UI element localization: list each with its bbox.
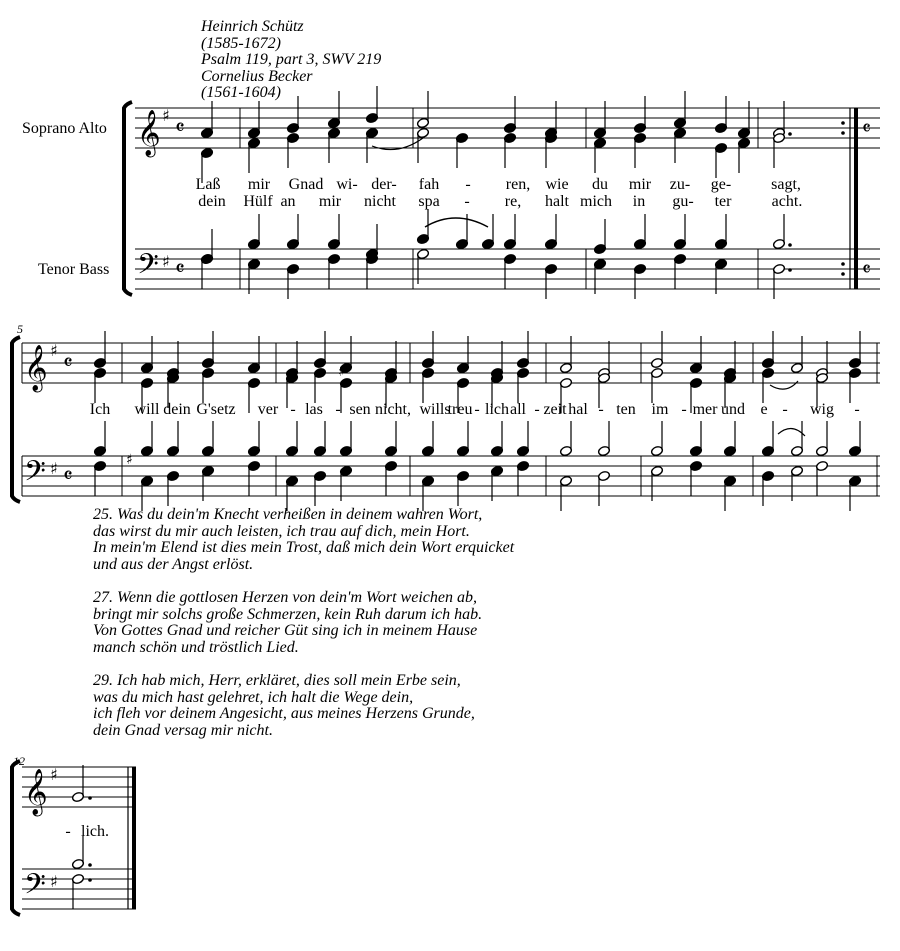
lyric-syllable: - [474, 401, 480, 418]
lyric-syllable: sen [349, 401, 371, 418]
lyric-syllable: will [134, 401, 160, 418]
lyric-syllable: las [305, 401, 323, 418]
verse-27 [93, 590, 514, 656]
lyric-syllable: re, [504, 193, 522, 210]
lyric-syllable: sagt, [771, 176, 801, 193]
lyric-syllable: - [681, 401, 687, 418]
lyric-syllable: - [854, 401, 860, 418]
slur [770, 381, 798, 389]
lyric-syllable: ver [257, 401, 279, 418]
lyric-syllable: zeit [543, 401, 567, 418]
lyric-syllable: nicht [364, 193, 396, 210]
cut-time-signature: 𝄴 [63, 464, 73, 489]
lyric-syllable: du [592, 176, 608, 193]
verse-line: Von Gottes Gnad und reicher Güt sing ich in meinem Hause [93, 622, 478, 639]
lyric-syllable: acht. [771, 193, 803, 210]
lyric-syllable: wills [419, 401, 451, 418]
key-signature-sharp: ♯ [162, 252, 170, 271]
lyric-syllable: Laß [195, 176, 221, 193]
lyric-syllable: wig [810, 401, 834, 418]
lyric-syllable: - [464, 193, 470, 210]
augmentation-dot [841, 262, 845, 266]
verse-line: das wirst du mir auch leisten, ich trau auf dich, mein Hort. [93, 522, 470, 540]
augmentation-dot [88, 796, 92, 800]
lyric-syllable: - [65, 823, 71, 840]
cut-time-signature: 𝄴 [175, 257, 185, 282]
lyric-syllable: all [510, 401, 526, 418]
bass-clef: 𝄢 [24, 868, 46, 908]
treble-clef: 𝄞 [24, 345, 48, 391]
lyric-syllable: mich [580, 193, 612, 210]
poet: Cornelius Becker [201, 67, 313, 85]
lyric-syllable: an [280, 193, 296, 210]
lyric-syllable: dein [163, 401, 191, 418]
lyric-syllable: halt [545, 193, 569, 210]
lyric-syllable: mir [247, 176, 271, 193]
lyric-syllable: ten [616, 401, 636, 418]
lyric-syllable: lich [485, 401, 509, 418]
lyric-syllable: ter [714, 193, 732, 210]
verse-line: manch schön und tröstlich Lied. [93, 638, 299, 656]
augmentation-dot [788, 243, 792, 247]
part-label-upper: Soprano Alto [22, 120, 107, 137]
treble-clef: 𝄞 [24, 769, 48, 815]
treble-clef: 𝄞 [137, 110, 161, 156]
augmentation-dot [88, 878, 92, 882]
cut-time-signature: 𝄴 [175, 116, 185, 141]
lyric-syllable: im [651, 401, 669, 418]
bass-clef: 𝄢 [137, 248, 159, 288]
composer-dates: (1585-1672) [201, 34, 281, 52]
lyric-syllable: lich. [81, 823, 109, 840]
verse-line: 29. Ich hab mich, Herr, erkläret, dies soll mein Erbe sein, [93, 672, 461, 689]
augmentation-dot [841, 121, 845, 125]
lyric-syllable: ren, [505, 176, 531, 193]
lyric-syllable: spa [418, 193, 440, 210]
measure-number-system3: 12 [13, 754, 25, 768]
key-signature-sharp: ♯ [162, 106, 170, 125]
cut-time-signature: 𝄴 [862, 257, 871, 281]
lyric-syllable: mer [692, 401, 718, 418]
verse-line: 25. Was du dein'm Knecht verheißen in deinem wahren Wort, [93, 506, 483, 523]
verse-29 [93, 673, 514, 739]
augmentation-dot [841, 272, 845, 276]
lyric-syllable: e [760, 401, 768, 418]
verse-line: In mein'm Elend ist dies mein Trost, daß mich dein Wort erquicket [93, 539, 515, 556]
measure-number-system2: 5 [17, 322, 23, 336]
verse-line: was du mich hast gelehret, ich halt die Wege dein, [93, 688, 414, 706]
lyric-syllable: - [290, 401, 296, 418]
lyric-syllable: mir [628, 176, 652, 193]
verse-line: ich fleh vor deinem Angesicht, aus meines Herzens Grunde, [93, 705, 475, 722]
lyric-syllable: - [534, 401, 540, 418]
work-title: Psalm 119, part 3, SWV 219 [201, 51, 382, 68]
lyric-syllable: - [465, 176, 471, 193]
lyric-syllable: dein [198, 193, 226, 210]
lyric-syllable: - [335, 401, 341, 418]
composer: Heinrich Schütz [201, 18, 304, 35]
lyric-syllable: gu- [672, 193, 694, 210]
key-signature-sharp: ♯ [50, 765, 58, 784]
lyric-syllable: - [598, 401, 604, 418]
lyric-syllable: und [721, 401, 745, 418]
cut-time-signature: 𝄴 [63, 351, 73, 376]
lyric-syllable: mir [318, 193, 342, 210]
system-bracket [124, 102, 132, 295]
system-bracket [12, 761, 20, 915]
verse-line: 27. Wenn die gottlosen Herzen von dein'm Wort weichen ab, [93, 589, 477, 606]
bass-clef: 𝄢 [24, 455, 46, 495]
verse-line: und aus der Angst erlöst. [93, 555, 254, 573]
cut-time-signature: 𝄴 [862, 116, 871, 140]
lyric-syllable: Gnad [288, 176, 324, 193]
lyric-syllable: hal [568, 401, 588, 418]
verse-line: dein Gnad versag mir nicht. [93, 721, 273, 739]
key-signature-sharp: ♯ [50, 341, 58, 360]
augmentation-dot [88, 863, 92, 867]
key-signature-sharp: ♯ [50, 459, 58, 478]
lyric-syllable: der- [371, 176, 397, 193]
lyric-syllable: ge- [710, 176, 732, 193]
lyric-syllable: wie [545, 176, 569, 193]
lyric-syllable: fah [418, 176, 440, 193]
additional-verses [93, 507, 514, 756]
poet-dates: (1561-1604) [201, 84, 281, 101]
verse-line: bringt mir solchs große Schmerzen, kein Ruh darum ich hab. [93, 605, 483, 623]
verse-25 [93, 507, 514, 573]
sharp-accidental: ♯ [126, 452, 133, 468]
lyric-syllable: - [782, 401, 788, 418]
slur [778, 428, 805, 436]
key-signature-sharp: ♯ [50, 872, 58, 891]
lyric-syllable: Hülf [243, 193, 273, 210]
lyric-syllable: nicht, [375, 401, 411, 418]
augmentation-dot [788, 132, 792, 136]
augmentation-dot [788, 268, 792, 272]
lyric-syllable: Ich [89, 401, 111, 418]
sharp-accidental: ♯ [338, 364, 345, 380]
augmentation-dot [841, 131, 845, 135]
lyric-syllable: wi- [336, 176, 358, 193]
lyric-syllable: in [632, 193, 646, 210]
lyric-syllable: zu- [669, 176, 691, 193]
slur [425, 218, 488, 227]
system-bracket [12, 337, 20, 502]
lyric-syllable: treu [447, 401, 473, 418]
part-label-lower: Tenor Bass [38, 261, 110, 278]
lyric-syllable: G'setz [196, 401, 236, 418]
